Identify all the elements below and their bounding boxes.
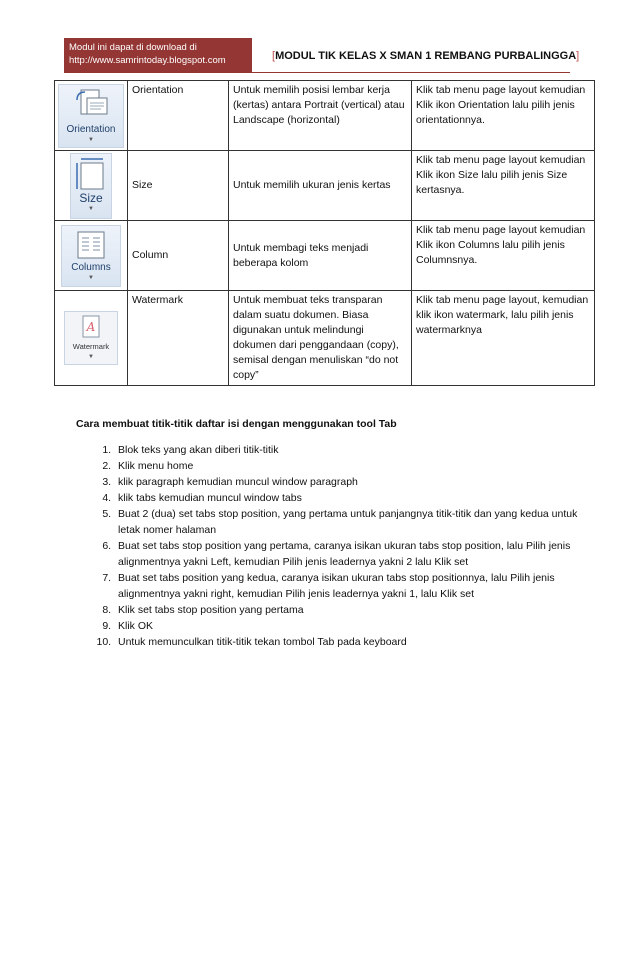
list-item: 2. Klik menu home (114, 458, 594, 474)
icon-label: Orientation (66, 123, 116, 135)
feature-steps: Klik tab menu page layout kemudian Klik ikon Columns lalu pilih jenis Columnsnya. (412, 221, 595, 291)
chevron-down-icon: ▼ (88, 205, 94, 212)
steps-list (74, 442, 594, 650)
table-row (55, 151, 595, 221)
section-title: Cara membuat titik-titik daftar isi dengan menggunakan tool Tab (76, 418, 397, 430)
feature-description: Untuk memilih ukuran jenis kertas (229, 151, 412, 221)
icon-label: Watermark (72, 342, 110, 351)
feature-steps: Klik tab menu page layout kemudian Klik ikon Size lalu pilih jenis Size kertasnya. (412, 151, 595, 221)
list-item: 8. Klik set tabs stop position yang pertama (114, 602, 594, 618)
feature-name: Watermark (128, 291, 229, 386)
feature-description: Untuk membuat teks transparan dalam suatu dokumen. Biasa digunakan untuk melindungi dokumen dari penggandaan (copy), semisal dengan menuliskan “do not copy” (229, 291, 412, 386)
feature-name: Size (128, 151, 229, 221)
module-title (272, 50, 579, 62)
feature-description: Untuk membagi teks menjadi beberapa kolom (229, 221, 412, 291)
table-row (55, 291, 595, 386)
page-layout-table (54, 80, 595, 386)
feature-name: Orientation (128, 81, 229, 151)
list-item: 1. Blok teks yang akan diberi titik-titik (114, 442, 594, 458)
table-row (55, 221, 595, 291)
list-item: 3. klik paragraph kemudian muncul window paragraph (114, 474, 594, 490)
list-item: 10. Untuk memunculkan titik-titik tekan tombol Tab pada keyboard (114, 634, 594, 650)
watermark-icon (64, 311, 118, 365)
list-item: 5. Buat 2 (dua) set tabs stop position, yang pertama untuk panjangnya titik-titik dan yang kedua untuk letak nomer halaman (114, 506, 594, 538)
download-note (64, 38, 252, 72)
icon-label: Columns (71, 261, 111, 273)
list-item: 6. Buat set tabs stop position yang pertama, caranya isikan ukuran tabs stop position, lalu Pilih jenis alignmentnya yakni Left, kemudian Pilih jenis leadernya yakni 2 lalu Klik set (114, 538, 594, 570)
icon-cell (55, 221, 128, 291)
table-row (55, 81, 595, 151)
feature-steps: Klik tab menu page layout, kemudian klik ikon watermark, lalu pilih jenis watermarknya (412, 291, 595, 386)
list-item: 4. klik tabs kemudian muncul window tabs (114, 490, 594, 506)
feature-name: Column (128, 221, 229, 291)
size-icon (70, 153, 112, 219)
chevron-down-icon: ▼ (88, 354, 94, 360)
feature-description: Untuk memilih posisi lembar kerja (kertas) antara Portrait (vertical) atau Landscape (horizontal) (229, 81, 412, 151)
chevron-down-icon: ▼ (88, 274, 94, 281)
header-divider (64, 72, 570, 73)
download-note-line2: http://www.samrintoday.blogspot.com (69, 55, 226, 66)
icon-cell (55, 291, 128, 386)
icon-cell (55, 151, 128, 221)
title-bracket-open: [ (272, 50, 276, 62)
feature-steps: Klik tab menu page layout kemudian Klik ikon Orientation lalu pilih jenis orientationnya. (412, 81, 595, 151)
svg-text:A: A (86, 320, 96, 334)
title-bracket-close: ] (576, 50, 580, 62)
list-item: 9. Klik OK (114, 618, 594, 634)
chevron-down-icon: ▼ (88, 136, 94, 143)
module-title-text: MODUL TIK KELAS X SMAN 1 REMBANG PURBALINGGA (275, 50, 577, 62)
columns-icon (61, 225, 121, 287)
list-item: 7. Buat set tabs position yang kedua, caranya isikan ukuran tabs stop positionnya, lalu Pilih jenis alignmentnya yakni right, kemudian Pilih jenis leadernya yakni 1, lalu Klik set (114, 570, 594, 602)
icon-cell (55, 81, 128, 151)
icon-label: Size (79, 190, 103, 205)
download-note-line1: Modul ini dapat di download di (69, 42, 197, 53)
orientation-icon (58, 84, 124, 148)
